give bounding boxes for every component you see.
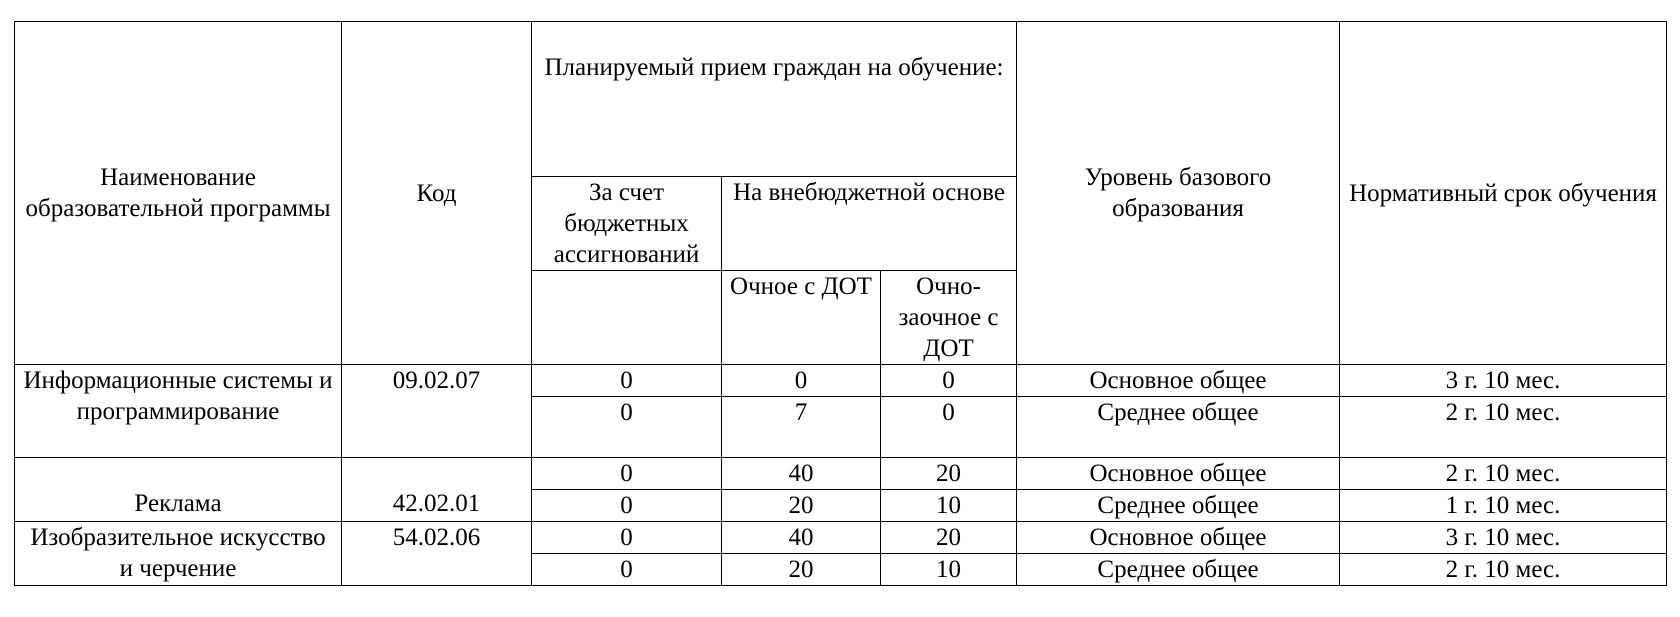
full-time-cell: 0 [722,365,881,397]
header-planned-admission: Планируемый прием граждан на обучение: [532,22,1017,177]
duration-cell: 3 г. 10 мес. [1340,522,1667,554]
level-cell: Основное общее [1017,458,1340,490]
duration-cell: 2 г. 10 мес. [1340,458,1667,490]
program-name-cell: Изобразительное искусство и черчение [15,522,342,586]
header-duration: Нормативный срок обучения [1340,22,1667,365]
full-time-cell: 20 [722,554,881,586]
part-time-cell: 20 [881,458,1017,490]
duration-cell: 2 г. 10 мес. [1340,554,1667,586]
header-budget: За счет бюджетных ассигнований [532,177,722,271]
duration-cell: 3 г. 10 мес. [1340,365,1667,397]
header-full-time-dot: Очное с ДОТ [722,271,881,365]
budget-cell: 0 [532,458,722,490]
admission-plan-table [14,21,1667,586]
header-base-level: Уровень базового образования [1017,22,1340,365]
header-program-name: Наименование образовательной программы [15,22,342,365]
header-code: Код [342,22,532,365]
program-name-cell: Информационные системы и программирование [15,365,342,458]
duration-cell: 2 г. 10 мес. [1340,397,1667,458]
header-budget-empty [532,271,722,365]
budget-cell: 0 [532,397,722,458]
level-cell: Среднее общее [1017,490,1340,522]
full-time-cell: 40 [722,522,881,554]
level-cell: Основное общее [1017,365,1340,397]
level-cell: Среднее общее [1017,397,1340,458]
header-part-time-dot: Очно-заочное с ДОТ [881,271,1017,365]
full-time-cell: 40 [722,458,881,490]
program-code-cell: 42.02.01 [342,458,532,522]
budget-cell: 0 [532,554,722,586]
program-code-cell: 09.02.07 [342,365,532,458]
part-time-cell: 0 [881,365,1017,397]
duration-cell: 1 г. 10 мес. [1340,490,1667,522]
budget-cell: 0 [532,522,722,554]
budget-cell: 0 [532,365,722,397]
program-name-cell: Реклама [15,458,342,522]
header-extrabudget: На внебюджетной основе [722,177,1017,271]
part-time-cell: 10 [881,554,1017,586]
part-time-cell: 0 [881,397,1017,458]
part-time-cell: 20 [881,522,1017,554]
level-cell: Основное общее [1017,522,1340,554]
budget-cell: 0 [532,490,722,522]
full-time-cell: 7 [722,397,881,458]
part-time-cell: 10 [881,490,1017,522]
level-cell: Среднее общее [1017,554,1340,586]
full-time-cell: 20 [722,490,881,522]
program-code-cell: 54.02.06 [342,522,532,586]
